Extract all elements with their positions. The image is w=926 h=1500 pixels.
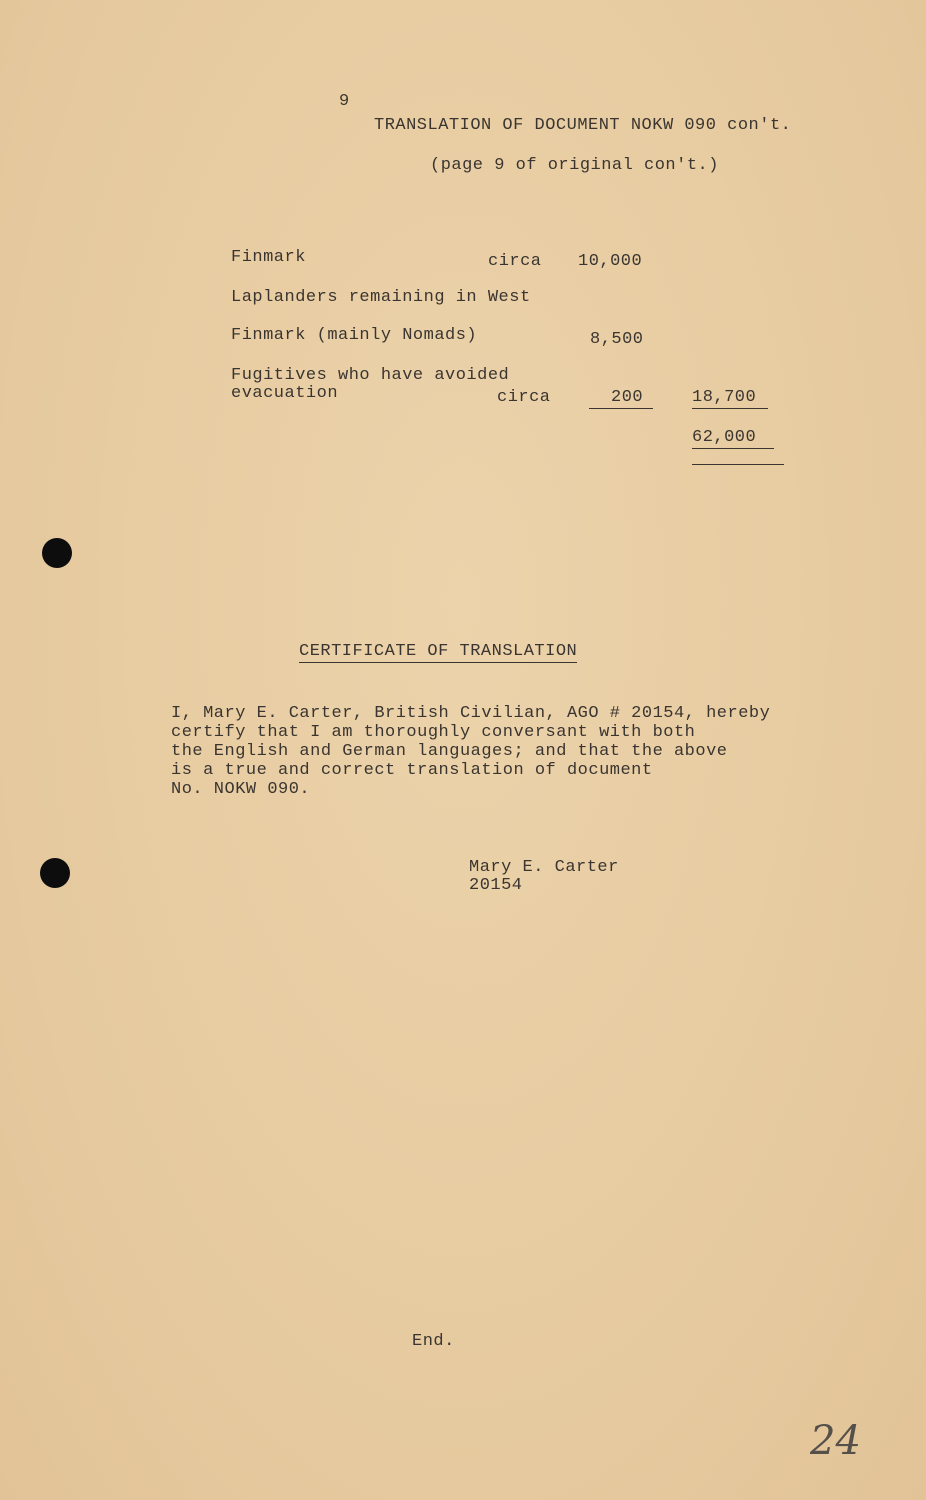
row-label: evacuation bbox=[231, 384, 339, 403]
page-number: 9 bbox=[339, 92, 350, 111]
row-total: 18,700 bbox=[692, 388, 768, 409]
row-label: Finmark bbox=[231, 248, 306, 267]
punch-hole bbox=[42, 538, 72, 568]
certificate-line: No. NOKW 090. bbox=[171, 780, 311, 799]
certificate-line: I, Mary E. Carter, British Civilian, AGO # 20154, hereby bbox=[171, 704, 771, 723]
certificate-line: is a true and correct translation of document bbox=[171, 761, 653, 780]
handwritten-page-number: 24 bbox=[810, 1418, 861, 1464]
certificate-title: CERTIFICATE OF TRANSLATION bbox=[299, 642, 578, 661]
certificate-body bbox=[171, 704, 770, 799]
end-marker: End. bbox=[412, 1332, 455, 1351]
row-qualifier: circa bbox=[488, 252, 542, 271]
row-label: Finmark (mainly Nomads) bbox=[231, 326, 478, 345]
signatory-name: Mary E. Carter bbox=[469, 858, 619, 877]
document-subtitle: (page 9 of original con't.) bbox=[430, 156, 719, 175]
certificate-line: certify that I am thoroughly conversant with both bbox=[171, 723, 696, 742]
double-rule bbox=[692, 464, 784, 465]
row-value: 200 bbox=[589, 388, 653, 409]
grand-total: 62,000 bbox=[692, 428, 774, 449]
row-value: 8,500 bbox=[590, 330, 644, 349]
certificate-line: the English and German languages; and that the above bbox=[171, 742, 728, 761]
row-qualifier: circa bbox=[497, 388, 551, 407]
signatory-number: 20154 bbox=[469, 876, 523, 895]
row-value: 10,000 bbox=[578, 252, 643, 271]
row-label: Fugitives who have avoided bbox=[231, 366, 510, 385]
row-label: Laplanders remaining in West bbox=[231, 288, 531, 307]
document-title: TRANSLATION OF DOCUMENT NOKW 090 con't. bbox=[374, 116, 792, 135]
punch-hole bbox=[40, 858, 70, 888]
